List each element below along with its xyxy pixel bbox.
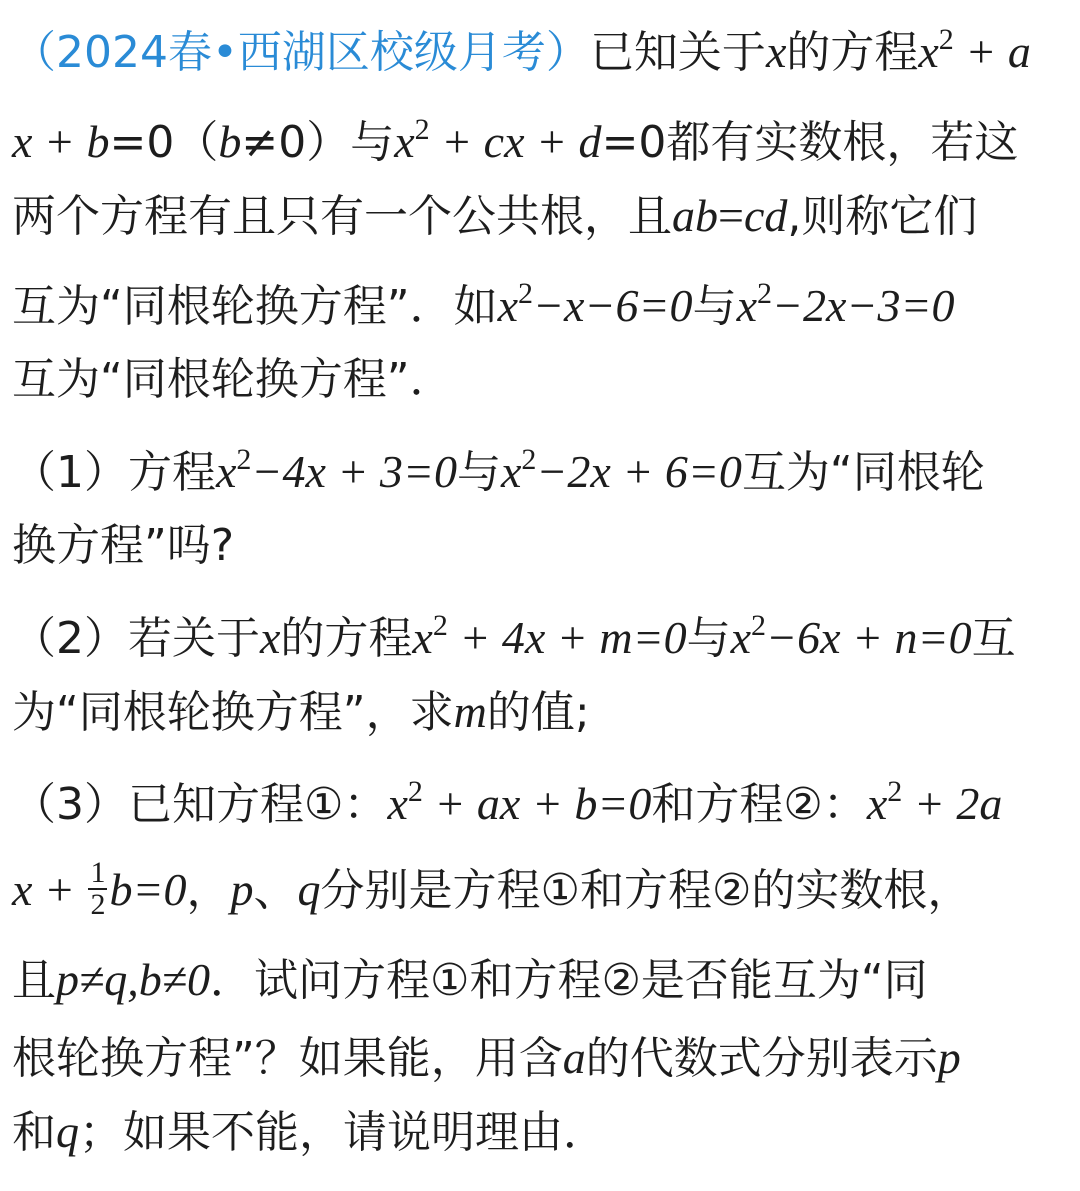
- math-var: x: [497, 280, 519, 331]
- math-var: p: [937, 1032, 961, 1083]
- exponent: 2: [432, 609, 448, 642]
- text: 为“同根轮换方程”，求: [12, 687, 454, 738]
- text: ；如果不能，请说明理由．: [79, 1107, 607, 1158]
- text: 根轮换方程”？如果能，用含: [12, 1033, 563, 1084]
- math-expr: + cx + d: [429, 116, 602, 167]
- math-var: x: [412, 612, 433, 663]
- text: 的方程: [280, 613, 413, 664]
- text: ．试问方程①和方程②是否能互为“同: [210, 955, 928, 1006]
- exponent: 2: [751, 609, 767, 642]
- intro-line-2: [12, 114, 1018, 170]
- text: 两个方程有且只有一个公共根，且: [12, 191, 672, 242]
- exponent: 2: [407, 775, 423, 808]
- text: 的方程: [786, 27, 919, 78]
- math-var: a: [562, 1032, 586, 1083]
- text: 与: [456, 447, 501, 498]
- math-var: x: [866, 778, 888, 829]
- math-var: x: [765, 26, 787, 77]
- exponent: 2: [521, 443, 537, 476]
- math-expr: −2x + 6=0: [536, 446, 742, 497]
- math-var: x: [260, 612, 281, 663]
- text: 互: [971, 613, 1016, 664]
- math-var: x: [736, 280, 757, 331]
- intro-line-4: [12, 278, 955, 334]
- text: 换方程”吗?: [12, 520, 235, 571]
- text: 已知关于: [589, 27, 766, 78]
- text: 和方程②：: [651, 779, 867, 830]
- intro-line-1: [12, 24, 1031, 80]
- text: （1）方程: [12, 447, 216, 498]
- text: 与: [686, 613, 731, 664]
- math-expr: x +: [12, 864, 87, 915]
- text: ≠0）与: [241, 117, 395, 168]
- problem-source: （2024春•西湖区校级月考）: [12, 27, 590, 78]
- q1-line-2: [12, 518, 234, 574]
- exponent: 2: [518, 277, 534, 310]
- text: 和: [12, 1107, 56, 1158]
- math-var: x: [500, 446, 522, 497]
- math-expr: + ax + b=0: [422, 778, 652, 829]
- math-expr: x + b: [12, 116, 110, 167]
- text: （2）若关于: [12, 613, 260, 664]
- exponent: 2: [887, 775, 903, 808]
- math-expr: + 4x + m=0: [447, 612, 687, 663]
- math-expr: −6x + n=0: [766, 612, 972, 663]
- math-var: ab: [672, 190, 718, 241]
- text: 的代数式分别表示: [585, 1033, 938, 1084]
- text: 且: [12, 955, 56, 1006]
- q1-line-1: [12, 444, 985, 500]
- math-expr: + 2a: [902, 778, 1003, 829]
- math-op: =: [718, 190, 744, 241]
- intro-line-5: [12, 352, 454, 408]
- fraction-one-half: [88, 858, 107, 920]
- math-var: x: [216, 446, 237, 497]
- fraction-numerator: 1: [90, 856, 106, 889]
- math-var: x: [394, 116, 415, 167]
- q3-line-2: [12, 856, 972, 938]
- math-var: x: [918, 26, 939, 77]
- math-var: x: [387, 778, 408, 829]
- text: 与: [692, 281, 737, 332]
- math-var: b: [218, 116, 242, 167]
- text: =0（: [109, 117, 219, 168]
- math-var: q: [56, 1106, 79, 1157]
- text: 、: [253, 865, 298, 916]
- q3-line-4: [12, 1030, 961, 1086]
- intro-line-3: [12, 188, 977, 244]
- text: 互为“同根轮换方程”．: [12, 354, 454, 405]
- math-expr: b=0: [109, 864, 187, 915]
- text: ,则称它们: [787, 191, 978, 242]
- math-expr: −4x + 3=0: [251, 446, 457, 497]
- q2-line-2: [12, 684, 590, 740]
- math-expr: + a: [953, 26, 1031, 77]
- text: 互为“同根轮: [741, 447, 985, 498]
- math-var: x: [730, 612, 752, 663]
- q3-line-3: [12, 952, 928, 1008]
- math-var: p: [230, 864, 254, 915]
- q3-line-1: [12, 776, 1002, 832]
- math-expr: −2x−3=0: [771, 280, 955, 331]
- text: 分别是方程①和方程②的实数根，: [320, 865, 972, 916]
- q3-line-5: [12, 1104, 607, 1160]
- text: 的值;: [486, 687, 590, 738]
- math-var: m: [453, 686, 487, 737]
- text: （3）已知方程①：: [12, 779, 388, 830]
- q2-line-1: [12, 610, 1016, 666]
- text: ，: [186, 865, 231, 916]
- math-var: cd: [743, 190, 788, 241]
- exponent: 2: [236, 443, 252, 476]
- math-expr: p≠q,b≠0: [56, 954, 210, 1005]
- exponent: 2: [938, 23, 954, 56]
- math-var: q: [297, 864, 321, 915]
- exponent: 2: [414, 113, 430, 146]
- text: 互为“同根轮换方程”．如: [12, 281, 498, 332]
- text: =0都有实数根，若这: [601, 117, 1019, 168]
- math-expr: −x−6=0: [533, 280, 693, 331]
- fraction-denominator: 2: [90, 888, 106, 921]
- exponent: 2: [756, 277, 772, 310]
